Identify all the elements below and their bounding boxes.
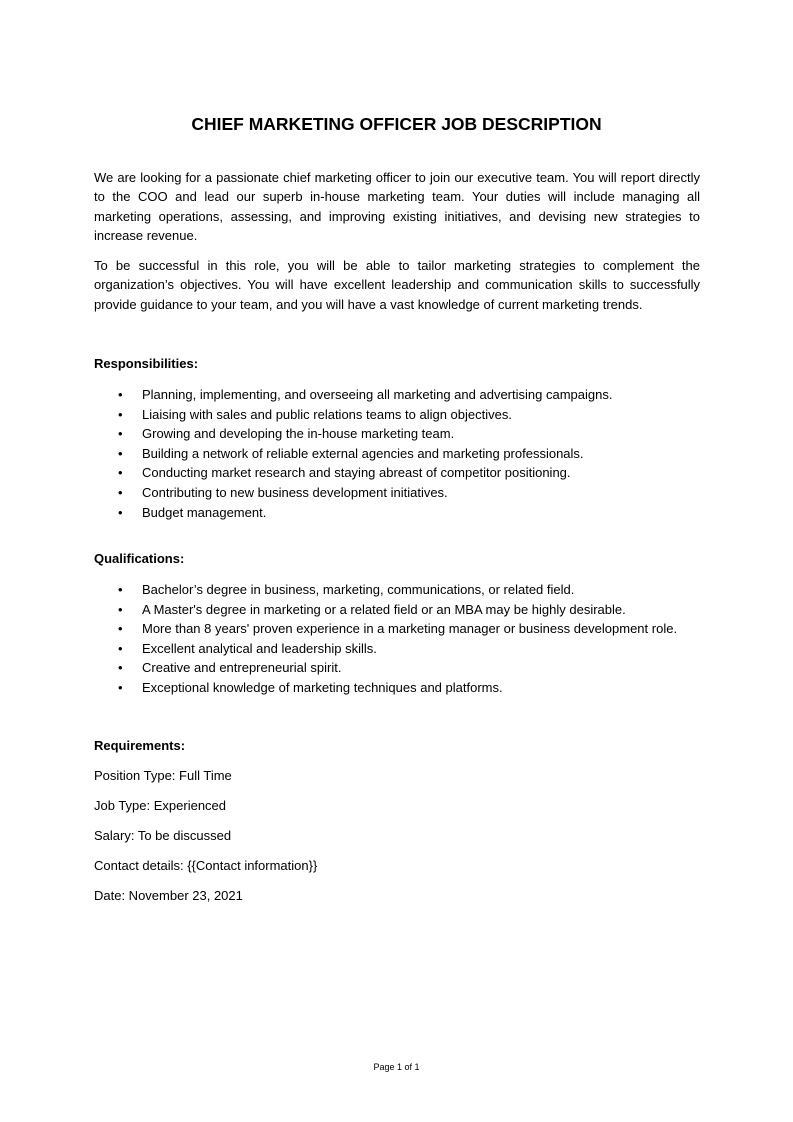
intro-paragraph-1: We are looking for a passionate chief marketing officer to join our executive team. You will report directly to the COO and lead our superb in-house marketing team. Your duties will include managing all marketing operations, assessing, and improving existing initiatives, and devising new strategies to increase revenue. — [94, 170, 700, 243]
salary-line: Salary: To be discussed — [94, 828, 232, 843]
list-item — [94, 580, 714, 600]
bullet-icon: • — [118, 465, 123, 481]
list-item — [94, 619, 714, 639]
list-item-text: Budget management. — [142, 504, 267, 520]
bullet-icon: • — [118, 445, 123, 461]
bullet-icon: • — [118, 660, 123, 676]
bullet-icon: • — [118, 621, 123, 637]
list-item-text: Excellent analytical and leadership skills. — [142, 640, 377, 656]
bullet-icon: • — [118, 679, 123, 695]
bullet-icon: • — [118, 504, 123, 520]
list-item-text: Conducting market research and staying abreast of competitor positioning. — [142, 465, 571, 481]
list-item-text: Planning, implementing, and overseeing all marketing and advertising campaigns. — [142, 387, 613, 402]
list-item — [94, 678, 714, 698]
list-item — [94, 658, 714, 678]
responsibilities-list — [94, 385, 714, 522]
job-type-line: Job Type: Experienced — [94, 798, 227, 813]
responsibilities-heading: Responsibilities: — [94, 356, 199, 371]
list-item — [94, 503, 714, 523]
page-number-footer: Page 1 of 1 — [373, 1062, 420, 1072]
list-item-text: Contributing to new business development initiatives. — [142, 484, 448, 500]
bullet-icon: • — [118, 387, 123, 402]
bullet-icon: • — [118, 582, 123, 597]
list-item-text: More than 8 years' proven experience in a marketing manager or business development role. — [142, 621, 678, 637]
page-title: CHIEF MARKETING OFFICER JOB DESCRIPTION — [191, 114, 602, 134]
list-item-text: Liaising with sales and public relations teams to align objectives. — [142, 406, 512, 422]
list-item-text: Exceptional knowledge of marketing techniques and platforms. — [142, 679, 503, 695]
date-line: Date: November 23, 2021 — [94, 888, 243, 903]
list-item — [94, 444, 714, 464]
intro-paragraph-2: To be successful in this role, you will be able to tailor marketing strategies to complement the organization’s objectives. You will have excellent leadership and communication skills to successfully provide guidance to your team, and you will have a vast knowledge of current marketing trends. — [94, 258, 700, 312]
bullet-icon: • — [118, 406, 123, 422]
qualifications-list — [94, 580, 714, 698]
list-item-text: Creative and entrepreneurial spirit. — [142, 660, 342, 676]
bullet-icon: • — [118, 484, 123, 500]
requirements-heading: Requirements: — [94, 738, 186, 753]
list-item — [94, 639, 714, 659]
list-item-text: A Master's degree in marketing or a related field or an MBA may be highly desirable. — [142, 601, 626, 617]
bullet-icon: • — [118, 426, 123, 442]
list-item — [94, 385, 714, 405]
list-item-text: Growing and developing the in-house marketing team. — [142, 426, 455, 442]
list-item — [94, 424, 714, 444]
position-type-line: Position Type: Full Time — [94, 768, 232, 783]
qualifications-heading: Qualifications: — [94, 551, 185, 566]
contact-details-line: Contact details: {{Contact information}} — [94, 858, 318, 873]
list-item — [94, 405, 714, 425]
bullet-icon: • — [118, 640, 123, 656]
list-item — [94, 463, 714, 483]
list-item-text: Building a network of reliable external agencies and marketing professionals. — [142, 445, 584, 461]
bullet-icon: • — [118, 601, 123, 617]
list-item — [94, 483, 714, 503]
list-item-text: Bachelor’s degree in business, marketing, communications, or related field. — [142, 582, 575, 597]
list-item — [94, 600, 714, 620]
